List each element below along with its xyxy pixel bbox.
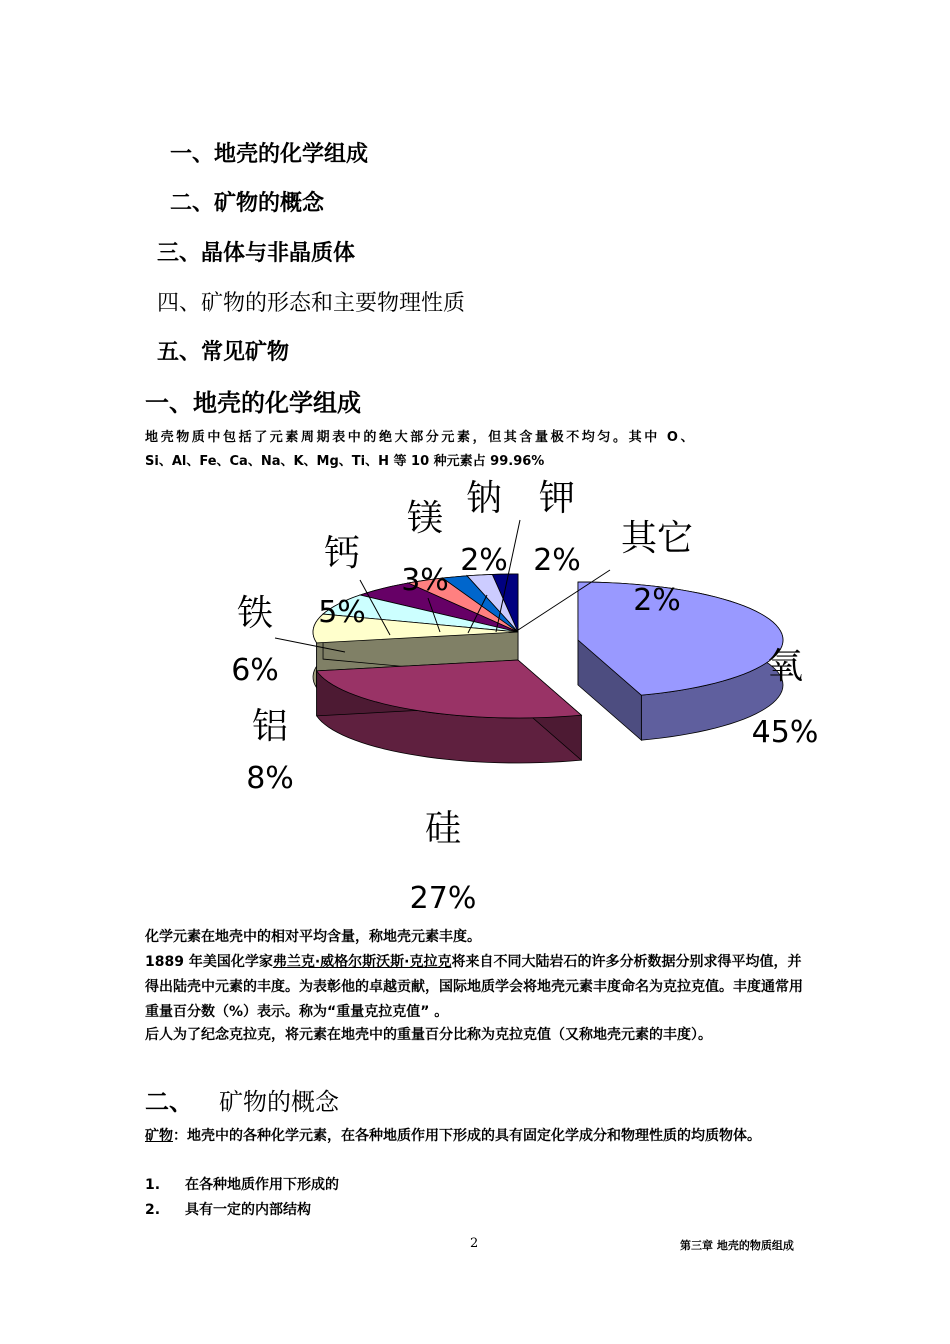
element-abundance-pie-chart (0, 470, 950, 920)
page-number: 2 (470, 1236, 479, 1251)
pie-label-name: 钠 (465, 478, 503, 519)
pie-label-value: 5% (318, 595, 366, 630)
pie-label-value: 3% (401, 563, 449, 598)
mineral-definition (145, 1124, 810, 1149)
section1-title: 一、地壳的化学组成 (145, 389, 361, 417)
pie-label-name: 硅 (424, 808, 462, 849)
section1-intro (145, 426, 825, 474)
pie-label-value: 2% (460, 543, 508, 578)
pie-label-value: 6% (231, 653, 279, 688)
clarke-prefix: 1889 年美国化学家 (145, 954, 273, 970)
paragraph-clarke-memorial: 后人为了纪念克拉克，将元素在地壳中的重量百分比称为克拉克值（又称地壳元素的丰度）。 (145, 1027, 712, 1043)
intro-line-1: 地壳物质中包括了元素周期表中的绝大部分元素，但其含量极不均匀。其中 O、 (145, 430, 697, 445)
toc-item-1: 一、地壳的化学组成 (170, 142, 369, 167)
list-item-num: 1. (145, 1177, 161, 1193)
chapter-title: 第三章 地壳的物质组成 (680, 1239, 794, 1252)
list-item-text: 在各种地质作用下形成的 (185, 1177, 339, 1193)
clarke-name: 弗兰克·威格尔斯沃斯·克拉克 (272, 954, 452, 970)
mineral-term: 矿物 (145, 1128, 173, 1144)
section2-title (145, 1082, 339, 1117)
paragraph-abundance-def: 化学元素在地壳中的相对平均含量，称地壳元素丰度。 (145, 929, 481, 945)
pie-label-value: 2% (633, 583, 681, 618)
intro-line-2: Si、Al、Fe、Ca、Na、K、Mg、Ti、H 等 10 种元素占 99.96% (145, 454, 545, 469)
toc-item-5: 五、常见矿物 (157, 340, 290, 365)
toc-item-2: 二、矿物的概念 (170, 191, 325, 216)
pie-label-name: 氧 (766, 646, 804, 687)
pie-label-name: 铝 (251, 706, 289, 747)
pie-label-value: 2% (533, 543, 581, 578)
pie-label-value: 27% (409, 881, 477, 916)
pie-label-name: 铁 (236, 593, 274, 634)
toc-item-4: 四、矿物的形态和主要物理性质 (157, 291, 466, 316)
list-item (145, 1174, 339, 1194)
clarke-rest: 将来自不同大陆岩石的许多分析数据分别求得平均值，并得出陆壳中元素的丰度。为表彰他的卓越贡献，国际地质学会将地壳元素丰度命名为克拉克值。丰度通常用重量百分数（%）表示。称为“重量克拉克值” 。 (145, 954, 803, 1020)
paragraph-clarke-history (145, 950, 810, 1025)
list-item-num: 2. (145, 1202, 161, 1218)
toc-item-3: 三、晶体与非晶质体 (157, 241, 356, 266)
pie-label-name: 其它 (620, 518, 694, 559)
pie-label-name: 钙 (323, 533, 361, 574)
mineral-definition-text: ：地壳中的各种化学元素，在各种地质作用下形成的具有固定化学成分和物理性质的均质物体。 (173, 1128, 761, 1144)
section2-title-text: 矿物的概念 (219, 1088, 339, 1116)
list-item-text: 具有一定的内部结构 (185, 1202, 311, 1218)
list-item (145, 1199, 311, 1219)
pie-label-value: 45% (751, 715, 819, 750)
pie-label-name: 钾 (538, 478, 576, 519)
pie-label-name: 镁 (406, 498, 444, 539)
section2-title-num: 二、 (145, 1088, 193, 1116)
pie-label-value: 8% (246, 761, 294, 796)
